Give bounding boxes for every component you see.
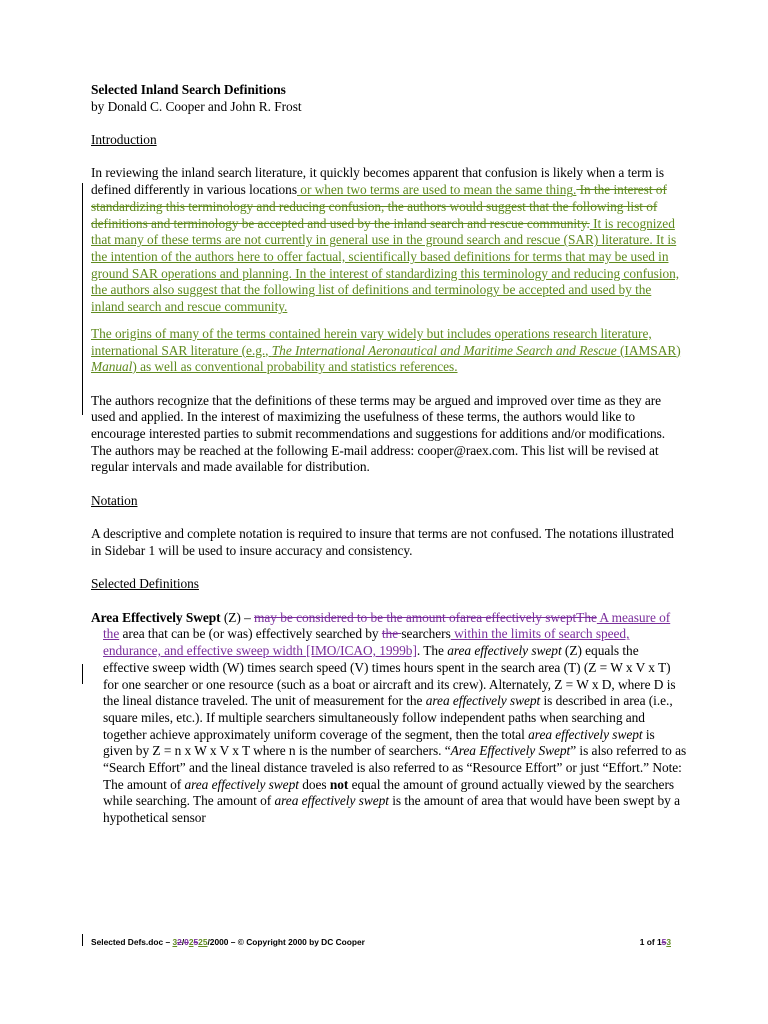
footer-left bbox=[91, 937, 365, 947]
footer-page-text: 1 of 1 bbox=[639, 937, 662, 947]
change-bar-intro bbox=[82, 183, 83, 415]
def-text-l: is the amount of area that would have been swept by a hypothetical sensor bbox=[103, 793, 680, 826]
def-text-f: is described in area (i.e., square miles, etc.). If multiple searchers simultaneously follow independent paths when searching and together achieve approximately uniform coverage of the segment, then the total bbox=[103, 693, 673, 742]
p2-insertion-d: Manual bbox=[91, 359, 133, 375]
def-italic-5: area effectively swept bbox=[184, 776, 299, 792]
notation-paragraph: A descriptive and complete notation is required to insure that terms are not confused. The notations illustrated in Sidebar 1 will be used to insure accuracy and consistency. bbox=[91, 526, 674, 558]
def-italic-2: area effectively swept bbox=[425, 693, 541, 709]
footer-del-1: 2 bbox=[177, 937, 182, 947]
def-deletion-1: may be considered to be the amount ofarea effectively sweptThe bbox=[254, 609, 597, 625]
p1-insertion-2: It is recognized that many of these terms are not currently in general use in the ground search and rescue (SAR) literature. It is the intention of the authors here to offer factual, scientifically based definitions for terms that may be used in ground SAR operations and planning. In the interest of standardizing this terminology and reducing confusion, the authors also suggest that the following list of definitions and terminology be accepted and used by the inland search and rescue community. bbox=[91, 215, 680, 315]
def-insertion-2: within the limits of search speed, endurance, and effective sweep width [IMO/ICAO, 1999b] bbox=[103, 626, 630, 659]
p1-text: In reviewing the inland search literature, it quickly becomes apparent that confusion is likely when a term is defined differently in various locations bbox=[91, 165, 665, 198]
document-body bbox=[91, 82, 687, 827]
def-text-h: ” is also referred to as “Search Effort” and the lineal distance traveled is also referred to as “Resource Effort” or just “Effort.” Note: The amount of bbox=[103, 743, 687, 792]
intro-paragraph-2 bbox=[91, 326, 687, 376]
footer-copyright: /2000 – © Copyright 2000 by DC Cooper bbox=[207, 937, 365, 947]
def-text-b: area that can be (or was) effectively searched by bbox=[119, 626, 382, 642]
change-bar-definition bbox=[82, 664, 83, 684]
footer-slash: / bbox=[181, 937, 185, 947]
footer-ins-3: 25 bbox=[198, 937, 208, 947]
footer-ins-2: 2 bbox=[188, 937, 194, 947]
document-title: Selected Inland Search Definitions bbox=[91, 82, 286, 97]
definitions-heading: Selected Definitions bbox=[91, 576, 199, 592]
intro-heading: Introduction bbox=[91, 132, 157, 148]
def-text-a: (Z) – bbox=[220, 609, 255, 625]
def-italic-3: area effectively swept bbox=[528, 726, 643, 742]
def-italic-6: area effectively swept bbox=[274, 793, 389, 809]
p2-insertion-a: The origins of many of the terms contained herein vary widely but includes operations research literature, international SAR literature (e.g., bbox=[91, 325, 652, 358]
p2-insertion-b: The International Aeronautical and Maritime Search and Rescue bbox=[271, 342, 617, 358]
footer-ins-1: 3 bbox=[172, 937, 178, 947]
def-italic-1: area effectively swept bbox=[447, 643, 562, 659]
p2-insertion-e: ) as well as conventional probability and statistics references. bbox=[132, 359, 458, 375]
p1-period: . bbox=[573, 182, 577, 198]
definition-term: Area Effectively Swept bbox=[91, 609, 221, 625]
def-text-g: is given by Z = n x W x V x T where n is the number of searchers. “ bbox=[103, 726, 655, 759]
def-text-e: (Z) equals the effective sweep width (W) times search speed (V) times hours spent in the search area (T) (Z = W x V x T) for one searcher or one resource (such as a boat or aircraft and its crew). Alternately, Z = W x D, where D is the lineal distance traveled. The unit of measurement for the bbox=[103, 643, 676, 709]
def-text-d: . The bbox=[416, 643, 448, 659]
footer-del-2: 0 bbox=[184, 937, 189, 947]
change-bar-footer bbox=[82, 934, 83, 946]
footer-page-number bbox=[640, 937, 671, 947]
def-text-k: equal the amount of ground actually viewed by the searchers while searching. The amount of bbox=[103, 776, 675, 809]
p1-deletion: In the interest of standardizing this terminology and reducing confusion, the authors would suggest that the following list of definitions and terminology be accepted and used by the inland search and rescue community. bbox=[91, 182, 667, 231]
def-insertion-1: A measure of the bbox=[103, 609, 671, 642]
def-text-c: searchers bbox=[401, 626, 451, 642]
def-italic-4: Area Effectively Swept bbox=[450, 743, 571, 759]
footer-del-3: 5 bbox=[193, 937, 199, 947]
footer-page-del: 5 bbox=[661, 937, 667, 947]
intro-paragraph-1 bbox=[91, 165, 687, 315]
def-text-j: does bbox=[298, 776, 330, 792]
document-byline: by Donald C. Cooper and John R. Frost bbox=[91, 98, 302, 114]
footer-doc-name: Selected Defs.doc – bbox=[91, 937, 173, 947]
def-bold-not: not bbox=[329, 776, 349, 792]
intro-paragraph-3: The authors recognize that the definitions of these terms may be argued and improved over time as they are used and applied. In the interest of maximizing the usefulness of these terms, the authors would like to encourage interested parties to submit recommendations and suggestions for additions and/or modifications. The authors may be reached at the following E-mail address: cooper@raex.com. This list will be revised at regular intervals and made available for distribution. bbox=[91, 392, 666, 475]
definition-area-effectively-swept bbox=[91, 610, 687, 827]
p1-insertion-1: or when two terms are used to mean the same thing bbox=[297, 182, 574, 198]
def-deletion-2: the bbox=[381, 626, 402, 642]
page-footer bbox=[91, 937, 671, 947]
notation-heading: Notation bbox=[91, 492, 138, 508]
p2-insertion-c: (IAMSAR) bbox=[616, 342, 681, 358]
footer-page-ins: 3 bbox=[666, 937, 671, 947]
